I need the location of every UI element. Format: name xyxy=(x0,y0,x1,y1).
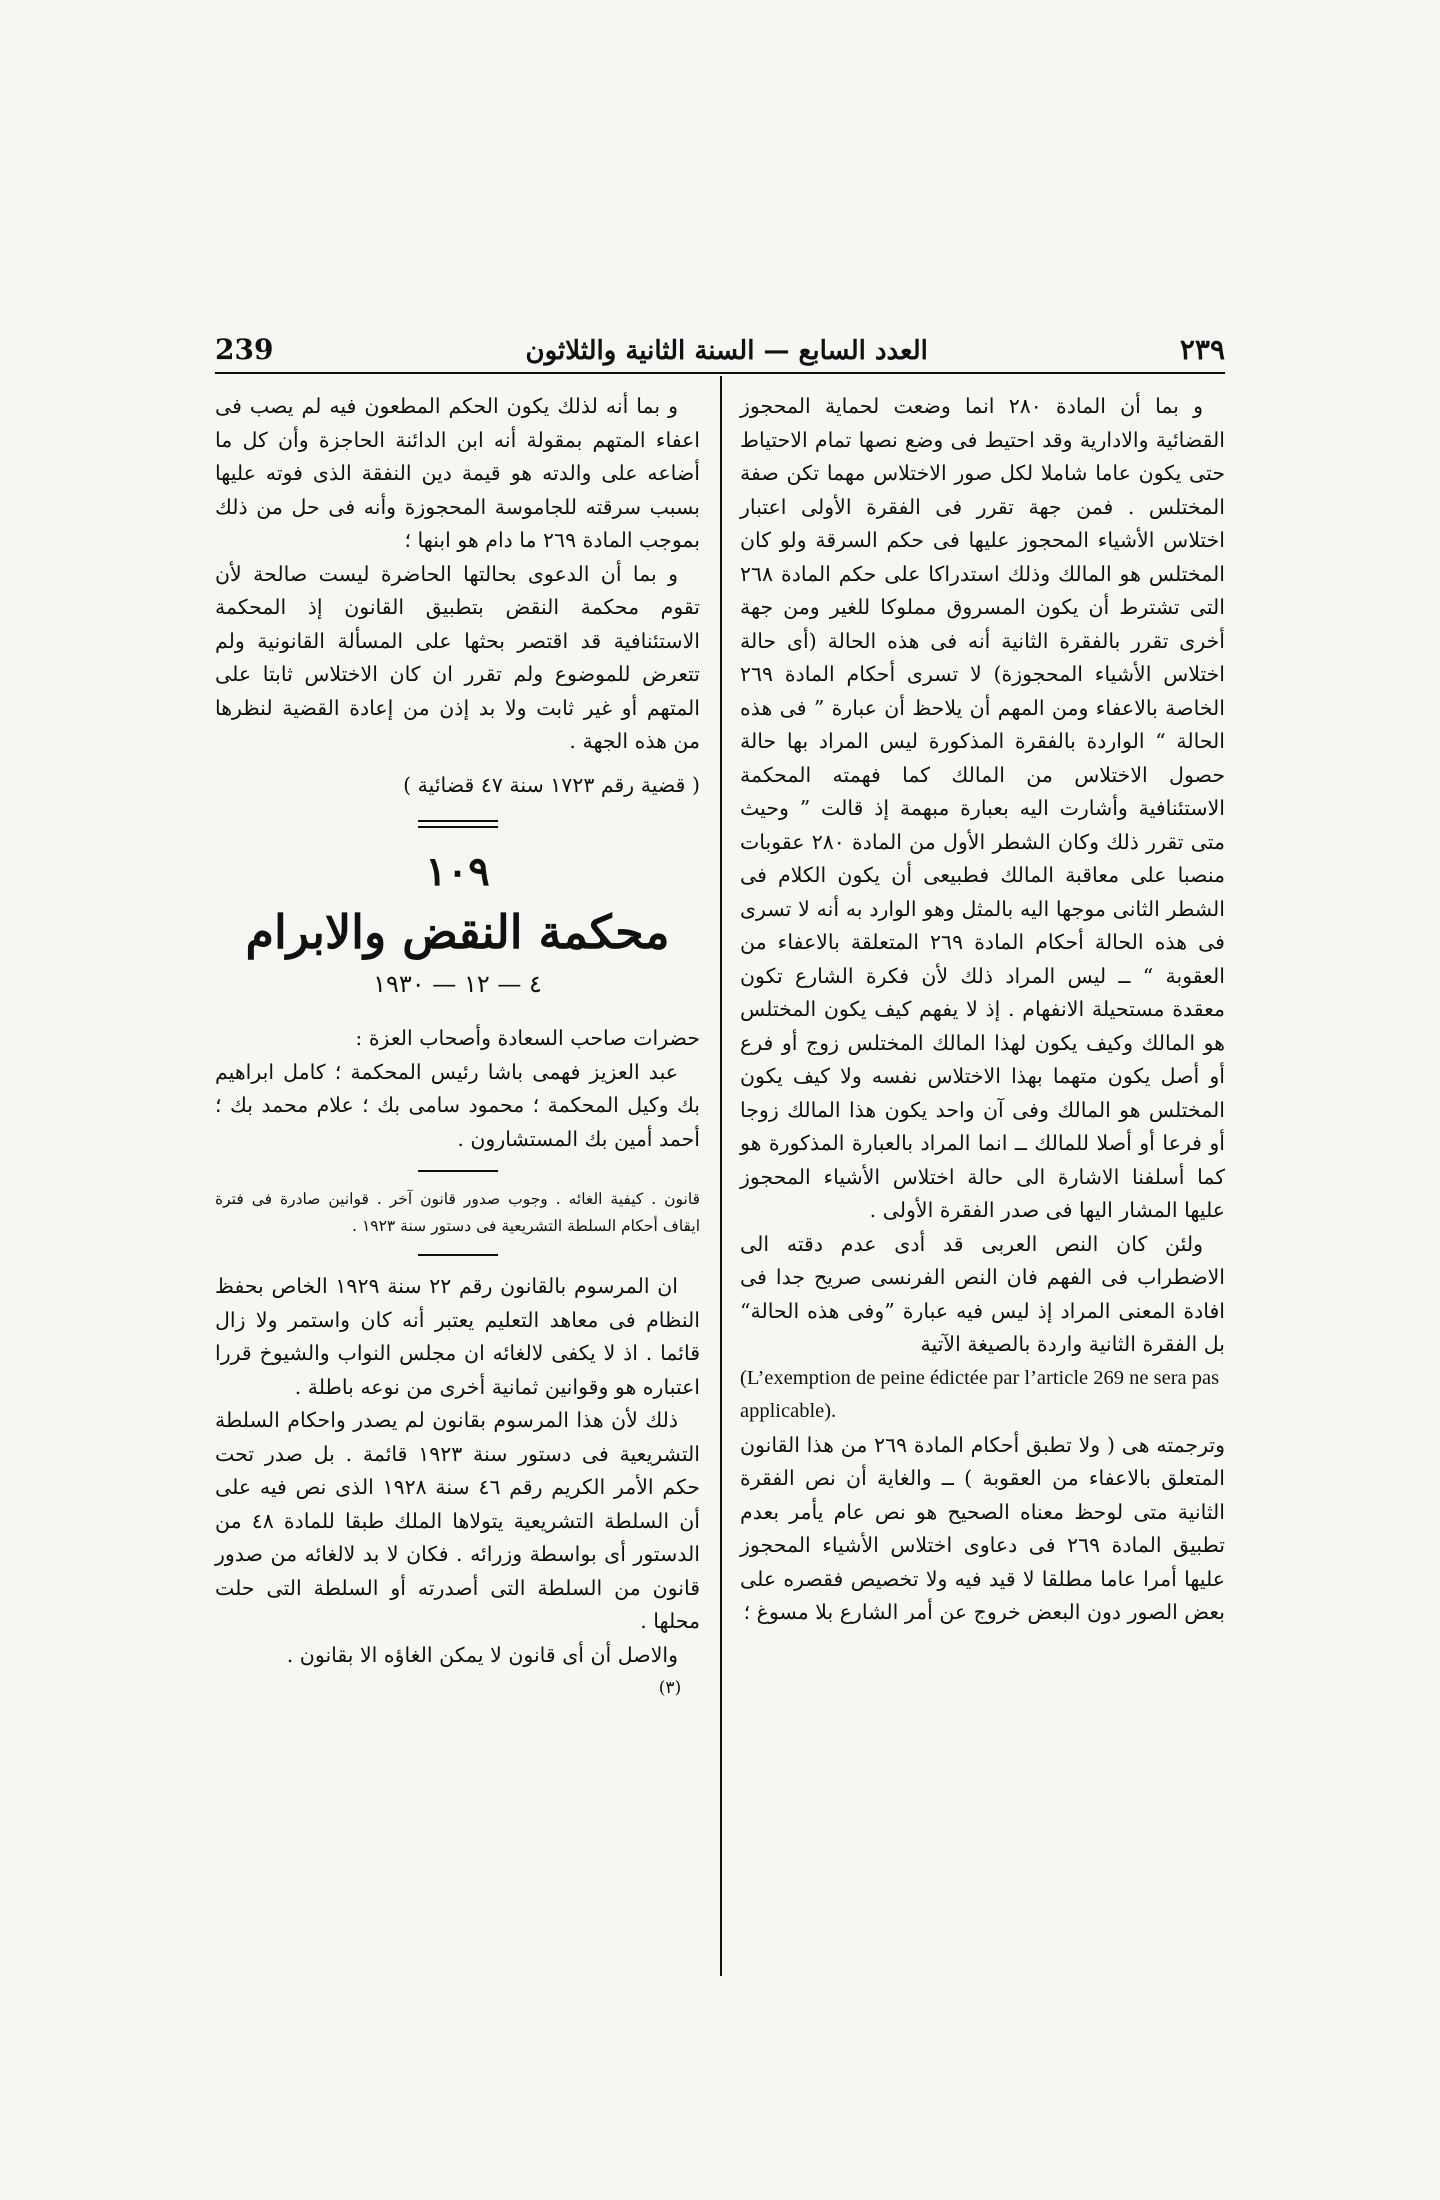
page-number-latin: 239 xyxy=(215,333,274,366)
case-number: ١٠٩ xyxy=(425,848,490,895)
page-header xyxy=(215,320,1225,366)
running-title: العدد السابع — السنة الثانية والثلاثون xyxy=(525,336,928,366)
bench-heading: حضرات صاحب السعادة وأصحاب العزة : xyxy=(355,1026,700,1050)
page-number-arabic: ٢٣٩ xyxy=(1179,333,1225,366)
header-rule xyxy=(215,372,1225,374)
paragraph: ذلك لأن هذا المرسوم بقانون لم يصدر واحكام السلطة التشريعية فى دستور سنة ١٩٢٣ قائمة . بل صدر تحت حكم الأمر الكريم رقم ٤٦ سنة ١٩٢٨ الذى نص فيه على أن السلطة التشريعية يتولاها الملك طبقا للمادة ٤٨ من الدستور أى بواسطة وزرائه . فكان لا بد لالغائه من صدور قانون من السلطة التى أصدرته أو السلطة التى حلت محلها . xyxy=(215,1408,700,1633)
paragraph: وترجمته هى ( ولا تطبق أحكام المادة ٢٦٩ من هذا القانون المتعلق بالاعفاء من العقوبة ) ــ والغاية أن نص الفقرة الثانية متى لوحظ معناه الصحيح هو نص عام يأمر بعدم تطبيق المادة ٢٦٩ فى دعاوى اختلاس الأشياء المحجوز عليها أمرا عاما مطلقا لا قيد فيه ولا تخصيص فقصره على بعض الصور دون البعض خروج عن أمر الشارع بلا مسوغ ؛ xyxy=(740,1432,1226,1624)
paragraph: ان المرسوم بالقانون رقم ٢٢ سنة ١٩٢٩ الخاص بحفظ النظام فى معاهد التعليم يعتبر أنه كان واستمر ولا زال قائما . اذ لا يكفى لالغائه ان مجلس النواب والشيوخ قررا اعتباره هو وقوانين ثمانية أخرى من نوعه باطلة . xyxy=(215,1274,700,1399)
case-date: ٤ — ١٢ — ١٩٣٠ xyxy=(373,970,542,998)
case-citation: ( قضية رقم ١٧٢٣ سنة ٤٧ قضائية ) xyxy=(403,772,700,797)
right-column xyxy=(740,390,1225,1630)
keywords: قانون . كيفية الغائه . وجوب صدور قانون آخر . قوانين صادرة فى فترة ايقاف أحكام السلطة التشريعية فى دستور سنة ١٩٢٣ . xyxy=(215,1190,700,1235)
signature-mark: (٣) xyxy=(658,1678,682,1698)
paragraph: و بما أن الدعوى بحالتها الحاضرة ليست صالحة لأن تقوم محكمة النقض بتطبيق القانون إذ المحكمة الاستئنافية قد اقتصر بحثها على المسألة القانونية ولم تتعرض للموضوع ولم تقرر ان كان الاختلاس ثابتا على المتهم أو غير ثابت ولا بد إذن من إعادة القضية لنظرها من هذه الجهة . xyxy=(215,561,700,753)
paragraph: والاصل أن أى قانون لا يمكن الغاؤه الا بقانون . xyxy=(286,1642,678,1667)
court-name: محكمة النقض والابرام xyxy=(245,905,670,959)
bench-members: عبد العزيز فهمى باشا رئيس المحكمة ؛ كامل ابراهيم بك وكيل المحكمة ؛ محمود سامى بك ؛ علام محمد بك ؛ أحمد أمين بك المستشارون . xyxy=(215,1059,700,1151)
paragraph: و بما أنه لذلك يكون الحكم المطعون فيه لم يصب فى اعفاء المتهم بمقولة أنه ابن الدائنة الحاجزة وأن كل ما أضاعه على والدته هو قيمة دين النفقة الذى فوته عليها بسبب سرقته للجاموسة المحجوزة وأنه فى حل من ذلك بموجب المادة ٢٦٩ ما دام هو ابنها ؛ xyxy=(215,394,701,552)
rule-separator xyxy=(418,1254,498,1256)
paragraph: و بما أن المادة ٢٨٠ انما وضعت لحماية المحجوز القضائية والادارية وقد احتيط فى وضع نصها تمام الاحتياط حتى يكون عاما شاملا لكل صور الاختلاس مهما تكن صفة المختلس . فمن جهة تقرر فى الفقرة الأولى اعتبار اختلاس الأشياء المحجوز عليها فى حكم السرقة ولو كان المختلس هو المالك وذلك استدراكا على حكم المادة ٢٦٨ التى تشترط أن يكون المسروق مملوكا للغير ومن جهة أخرى تقرر بالفقرة الثانية أنه فى هذه الحالة (أى حالة اختلاس الأشياء المحجوزة) لا تسرى أحكام المادة ٢٦٩ الخاصة بالاعفاء ومن المهم أن يلاحظ أن عبارة ” فى هذه الحالة “ الواردة بالفقرة المذكورة ليس المراد بها حالة حصول الاختلاس من المالك كما فهمته المحكمة الاستئنافية وأشارت اليه بعبارة مبهمة إذ قالت ” وحيث متى تقرر ذلك وكان الشطر الأول من المادة ٢٨٠ عقوبات منصبا على معاقبة المالك فطبيعى أن يكون الكلام فى الشطر الثانى موجها اليه بالمثل وهو الوارد به أنه لا تسرى فى هذه الحالة أحكام المادة ٢٦٩ المتعلقة بالاعفاء من العقوبة “ ــ ليس المراد ذلك لأن فكرة الشارع تكون معقدة مستحيلة الانفهام . إذ لا يفهم كيف يكون المختلس هو المالك وكيف يكون لهذا المالك المختلس زوج أو فرع أو أصل يكون متهما بهذا الاختلاس نفسه ولا كيف يكون المختلس هو المالك وفى آن واحد يكون هذا المالك زوجا أو فرعا أو أصلا للمالك ــ انما المراد بالعبارة المذكورة هو كما أسلفنا الاشارة الى حالة اختلاس الأشياء المحجوز عليها المشار اليها فى صدر الفقرة الأولى . xyxy=(740,394,1226,1222)
paragraph: ولئن كان النص العربى قد أدى عدم دقته الى الاضطراب فى الفهم فان النص الفرنسى صريح جدا فى افادة المعنى المراد إذ ليس فيه عبارة ”وفى هذه الحالة“ بل الفقرة الثانية واردة بالصيغة الآتية xyxy=(740,1231,1225,1356)
left-column xyxy=(215,390,700,1698)
rule-separator xyxy=(418,1170,498,1172)
section-separator xyxy=(418,820,498,828)
french-quote: (L’exemption de peine édictée par l’article 269 ne sera pas applicable). xyxy=(740,1366,1220,1422)
column-divider xyxy=(720,376,722,1976)
